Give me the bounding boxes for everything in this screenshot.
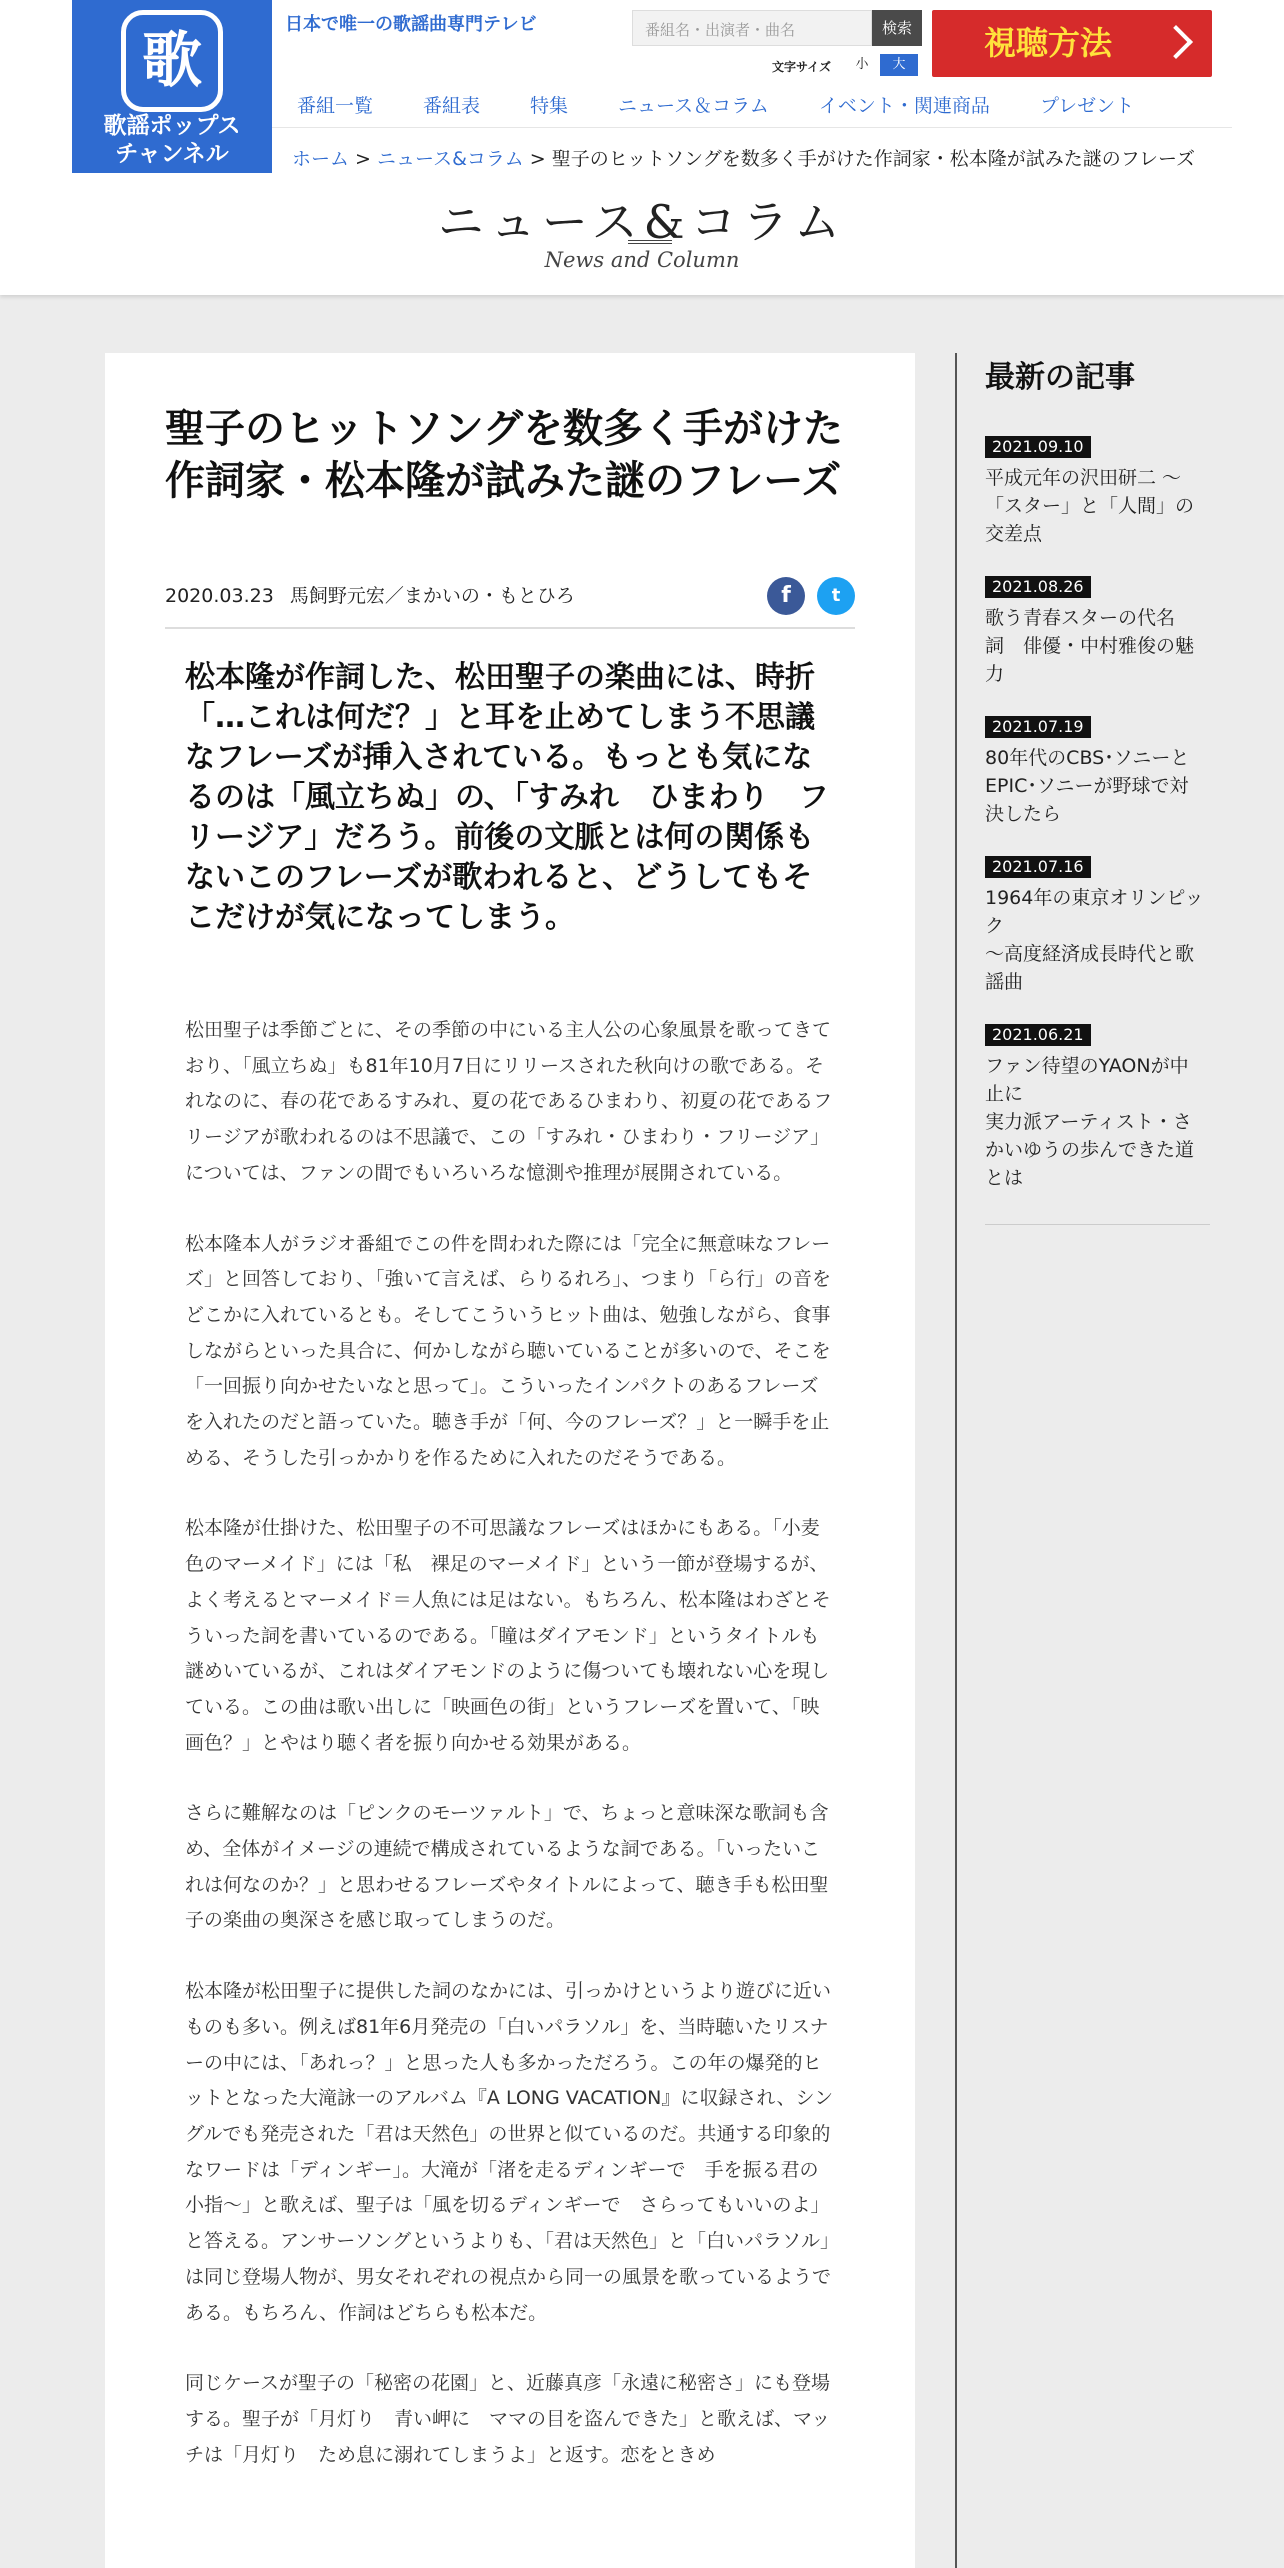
article-paragraph: 松本隆が松田聖子に提供した詞のなかには、引っかけというより遊びに近いものも多い。例えば81年6月発売の「白いパラソル」を、当時聴いたリスナーの中には、「あれっ？」と思った人も多かっただろう。この年の爆発的ヒットとなった大滝詠一のアルバム『A LONG VACATION』に収録され、シングルでも発売された「君は天然色」の世界と似ているのだ。共通する印象的なワードは「ディンギー」。大滝が「渚を走るディンギーで 手を振る君の小指～」と歌えば、聖子は「風を切るディンギーで さらってもいいのよ」と答える。アンサーソングというよりも、「君は天然色」と「白いパラソル」は同じ登場人物が、男女それぞれの視点から同一の風景を歌っているようである。もちろん、作詞はどちらも松本だ。: [185, 1980, 834, 2324]
twitter-share-icon[interactable]: t: [817, 577, 855, 615]
latest-articles-sidebar: [985, 352, 1210, 1220]
meta-divider: [165, 627, 855, 629]
latest-article-date: 2021.07.16: [985, 856, 1091, 878]
article-paragraph: 松本隆が仕掛けた、松田聖子の不可思議なフレーズはほかにもある。「小麦色のマーメイド」には「私 裸足のマーメイド」という一節が登場するが、よく考えるとマーメイド＝人魚には足はない。もちろん、松本隆はわざとそういった詞を書いているのである。「瞳はダイアモンド」というタイトルも謎めいているが、これはダイアモンドのように傷ついても壊れない心を現している。この曲は歌い出しに「映画色の街」というフレーズを置いて、「映画色？」とやはり聴く者を振り向かせる効果がある。: [185, 1517, 831, 1754]
latest-article-title[interactable]: 平成元年の沢田研二 ～ 「スター」と「人間」の 交差点: [985, 467, 1195, 545]
nav-news-column[interactable]: ニュース＆コラム: [618, 95, 769, 117]
watch-method-label: 視聴方法: [984, 24, 1113, 62]
facebook-share-icon[interactable]: f: [767, 577, 805, 615]
nav-present[interactable]: プレゼント: [1039, 95, 1135, 117]
latest-article-item[interactable]: [985, 716, 1210, 828]
nav-features[interactable]: 特集: [530, 95, 569, 117]
breadcrumb: [292, 144, 1195, 171]
article-title: 聖子のヒットソングを数多く手がけた作詞家・松本隆が試みた謎のフレーズ: [165, 406, 843, 504]
article-author: 馬飼野元宏／まかいの・もとひろ: [289, 585, 575, 607]
breadcrumb-home[interactable]: ホーム: [292, 148, 350, 170]
breadcrumb-separator: >: [349, 148, 378, 170]
section-title-divider: [628, 240, 672, 244]
font-size-label: 文字サイズ: [772, 60, 832, 74]
breadcrumb-separator: >: [523, 148, 552, 170]
article-meta: [165, 581, 575, 608]
sidebar-heading: 最新の記事: [985, 360, 1135, 395]
search-input[interactable]: 番組名・出演者・曲名: [632, 10, 872, 46]
breadcrumb-section[interactable]: ニュース&コラム: [377, 148, 524, 170]
sidebar-divider: [955, 353, 957, 2568]
search-button[interactable]: 検索: [872, 10, 922, 46]
section-title: ニュース&コラム: [437, 195, 847, 249]
latest-article-title[interactable]: 歌う青春スターの代名 詞 俳優・中村雅俊の魅 力: [985, 607, 1195, 685]
latest-article-item[interactable]: [985, 576, 1210, 688]
logo-mark: 歌: [121, 10, 223, 112]
latest-article-date: 2021.06.21: [985, 1024, 1091, 1046]
article: [105, 353, 915, 2568]
logo-text: [72, 112, 272, 168]
article-paragraph: 同じケースが聖子の「秘密の花園」と、近藤真彦「永遠に秘密さ」にも登場する。聖子が「月灯り 青い岬に ママの目を盗んできた」と歌えば、マッチは「月灯り ため息に溺れてしまうよ」と返す。恋をときめ: [185, 2372, 831, 2466]
logo-text-line1: 歌謡ポップス: [103, 113, 241, 139]
section-subtitle: News and Column: [544, 248, 740, 272]
latest-article-date: 2021.09.10: [985, 436, 1091, 458]
latest-article-title[interactable]: 1964年の東京オリンピッ ク ～高度経済成長時代と歌 謡曲: [985, 887, 1204, 993]
breadcrumb-current: 聖子のヒットソングを数多く手がけた作詞家・松本隆が試みた謎のフレーズ: [551, 148, 1196, 170]
latest-article-date: 2021.07.19: [985, 716, 1091, 738]
article-paragraph: 松田聖子は季節ごとに、その季節の中にいる主人公の心象風景を歌ってきており、「風立ちぬ」も81年10月7日にリリースされた秋向けの歌である。それなのに、春の花であるすみれ、夏の花であるひまわり、初夏の花であるフリージアが歌われるのは不思議で、この「すみれ・ひまわり・フリージア」については、ファンの間でもいろいろな憶測や推理が展開されている。: [185, 1019, 833, 1184]
nav-schedule[interactable]: 番組表: [423, 95, 481, 117]
article-lead: 松本隆が作詞した、松田聖子の楽曲には、時折「…これは何だ？」と耳を止めてしまう不思議なフレーズが挿入されている。もっとも気になるのは「風立ちぬ」の、「すみれ ひまわり フリージア」だろう。前後の文脈とは何の関係もないこのフレーズが歌われると、どうしてもそこだけが気になってしまう。: [185, 660, 829, 935]
chevron-right-icon: [1159, 25, 1193, 59]
article-body: [185, 1013, 835, 2508]
font-size-small-button[interactable]: 小: [855, 57, 869, 72]
article-date: 2020.03.23: [165, 585, 274, 607]
watch-method-button[interactable]: [932, 10, 1212, 77]
nav-events-goods[interactable]: イベント・関連商品: [818, 95, 990, 117]
article-paragraph: 松本隆本人がラジオ番組でこの件を問われた際には「完全に無意味なフレーズ」と回答しており、「強いて言えば、らりるれろ」、つまり「ら行」の音をどこかに入れているとも。そしてこういうヒット曲は、勉強しながら、食事しながらといった具合に、何かしながら聴いていることが多いので、そこを「一回振り向かせたいなと思って」。こういったインパクトのあるフレーズを入れたのだと語っていた。聴き手が「何、今のフレーズ？」と一瞬手を止める、そうした引っかかりを作るために入れたのだそうである。: [185, 1232, 832, 1469]
logo-text-line2: チャンネル: [115, 141, 229, 167]
latest-article-date: 2021.08.26: [985, 576, 1091, 598]
latest-article-title[interactable]: 80年代のCBS･ソニーと EPIC･ソニーが野球で対 決したら: [985, 747, 1190, 825]
site-tagline: 日本で唯一の歌謡曲専門テレビ: [285, 14, 537, 35]
site-logo[interactable]: [72, 0, 272, 173]
sidebar-bottom-divider: [985, 1224, 1210, 1225]
latest-article-item[interactable]: [985, 436, 1210, 548]
latest-article-title[interactable]: ファン待望のYAONが中 止に 実力派アーティスト・さ かいゆうの歩んできた道 とは: [985, 1055, 1195, 1189]
font-size-large-button[interactable]: 大: [880, 54, 918, 76]
latest-article-item[interactable]: [985, 856, 1210, 996]
article-paragraph: さらに難解なのは「ピンクのモーツァルト」で、ちょっと意味深な歌詞も含め、全体がイメージの連続で構成されているような詞である。「いったいこれは何なのか？」と思わせるフレーズやタイトルによって、聴き手も松田聖子の楽曲の奥深さを感じ取ってしまうのだ。: [185, 1802, 829, 1932]
nav-programs[interactable]: 番組一覧: [297, 95, 374, 117]
latest-article-item[interactable]: [985, 1024, 1210, 1192]
site-header: [0, 0, 1284, 295]
main-nav: [272, 82, 1232, 128]
